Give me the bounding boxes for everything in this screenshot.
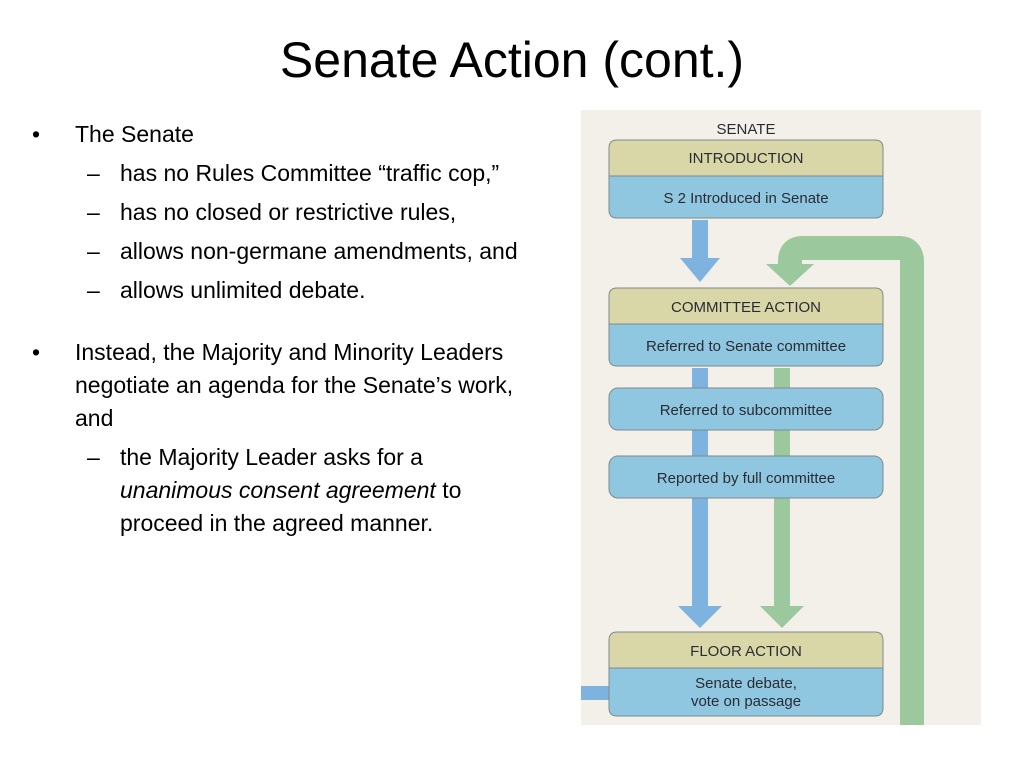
subitem-unlimited-debate <box>30 274 530 307</box>
dash-marker: – <box>87 444 100 470</box>
subitem-text: allows non-germane amendments, and <box>120 238 518 264</box>
subitem-emphasis: unanimous consent agreement <box>120 477 436 503</box>
bullet-marker: • <box>32 339 41 365</box>
introduction-body: S 2 Introduced in Senate <box>663 190 829 207</box>
reported-label: Reported by full committee <box>656 470 836 487</box>
blue-arrow-shaft-1 <box>692 220 708 258</box>
subitem-text: has no Rules Committee “traffic cop,” <box>120 160 500 186</box>
flowchart-svg <box>581 110 981 725</box>
bullet-instead <box>30 336 530 435</box>
reported-box <box>609 456 883 498</box>
blue-arrowhead-2 <box>678 606 722 628</box>
committee-action-box <box>609 288 883 366</box>
floor-body-line1: Senate debate, <box>695 675 797 692</box>
subitem-text-before: the Majority Leader asks for a <box>120 444 423 470</box>
subitem-text: has no closed or restrictive rules, <box>120 199 457 225</box>
bullet-text: Instead, the Majority and Minority Leaders negotiate an agenda for the Senate’s work, and <box>75 339 514 431</box>
floor-header: FLOOR ACTION <box>690 643 802 660</box>
subitem-unanimous-consent <box>30 441 530 540</box>
bullet-the-senate <box>30 118 530 151</box>
dash-marker: – <box>87 160 100 186</box>
dash-marker: – <box>87 277 100 303</box>
incoming-line <box>581 686 609 700</box>
spacer <box>30 307 530 336</box>
bullet-text: The Senate <box>75 121 194 147</box>
introduction-header: INTRODUCTION <box>688 150 804 167</box>
green-arrowhead <box>760 606 804 628</box>
figure-heading: SENATE <box>716 121 776 138</box>
committee-body: Referred to Senate committee <box>645 338 847 355</box>
subitem-non-germane <box>30 235 530 268</box>
green-loop-arrowhead <box>766 264 814 286</box>
introduction-box <box>609 140 883 218</box>
blue-arrowhead-1 <box>680 258 720 282</box>
subitem-text: allows unlimited debate. <box>120 277 366 303</box>
subitem-text-after: to proceed in the agreed manner. <box>120 477 462 536</box>
subcommittee-box <box>609 388 883 430</box>
senate-flowchart <box>581 110 981 725</box>
floor-action-box <box>609 632 883 716</box>
subitem-rules-committee <box>30 157 530 190</box>
dash-marker: – <box>87 199 100 225</box>
slide-title: Senate Action (cont.) <box>279 32 745 88</box>
bullet-list <box>30 118 530 540</box>
dash-marker: – <box>87 238 100 264</box>
subcommittee-label: Referred to subcommittee <box>659 402 833 419</box>
subitem-closed-rules <box>30 196 530 229</box>
bullet-marker: • <box>32 121 41 147</box>
floor-body-line2: vote on passage <box>690 693 802 710</box>
committee-header: COMMITTEE ACTION <box>671 299 821 316</box>
